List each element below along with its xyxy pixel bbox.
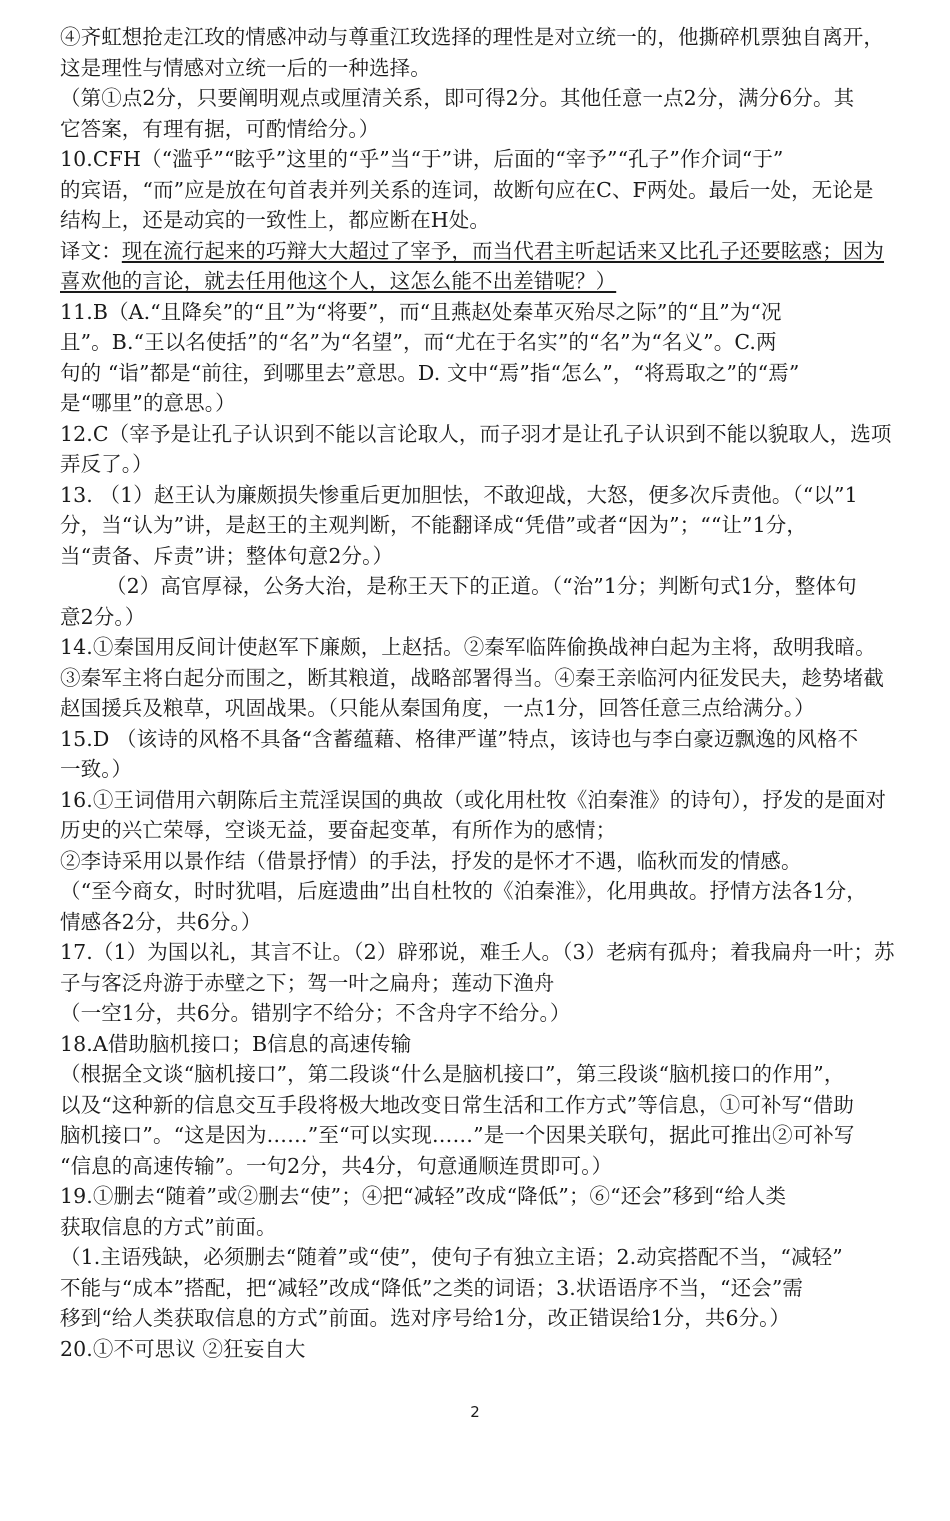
- page-number: 2: [470, 1403, 480, 1421]
- text-line: 15.D （该诗的风格不具备“含蓄蕴藉、格律严谨”特点，该诗也与李白豪迈飘逸的风格不: [60, 726, 859, 751]
- translation-text: 现在流行起来的巧辩大大超过了宰予，而当代君主听起话来又比孔子还要眩惑；因为: [121, 238, 885, 263]
- text-line: 不能与“成本”搭配，把“减轻”改成“降低”之类的词语；3.状语语序不当，“还会”需: [60, 1275, 803, 1300]
- text-line: （一空1分，共6分。错别字不给分；不含舟字不给分。）: [60, 1001, 571, 1025]
- text-line: 16.①王词借用六朝陈后主荒淫误国的典故（或化用杜牧《泊秦淮》的诗句），抒发的是面对: [60, 787, 887, 812]
- text-line: 当“责备、斥责”讲；整体句意2分。）: [60, 543, 394, 568]
- text-line: 分，当“认为”讲，是赵王的主观判断，不能翻译成“凭借”或者“因为”；““让”1分，: [60, 513, 807, 537]
- text-line: 历史的兴亡荣辱，空谈无益，要奋起变革，有所作为的感情；: [60, 818, 617, 842]
- text-line: 情感各2分，共6分。）: [60, 909, 262, 934]
- text-line: 结构上，还是动宾的一致性上，都应断在H处。: [60, 208, 490, 232]
- text-line: （“至今商女，时时犹唱，后庭遗曲”出自杜牧的《泊秦淮》，化用典故。抒情方法各1分，: [60, 879, 867, 903]
- text-line: 赵国援兵及粮草，巩固战果。（只能从秦国角度，一点1分，回答任意三点给满分。）: [60, 696, 815, 720]
- translation-line: [60, 236, 890, 267]
- text-line: 移到“给人类获取信息的方式”前面。选对序号给1分，改正错误给1分，共6分。）: [60, 1306, 791, 1330]
- text-line: 弄反了。）: [60, 452, 153, 476]
- answer-document: [60, 22, 895, 1364]
- text-line: 13. （1）赵王认为廉颇损失惨重后更加胆怯，不敢迎战，大怒，便多次斥责他。（“以”1: [60, 482, 858, 507]
- text-line: 11.B（A.“且降矣”的“且”为“将要”，而“且燕赵处秦革灭殆尽之际”的“且”为“况: [60, 299, 782, 324]
- text-line: 以及“这种新的信息交互手段将极大地改变日常生活和工作方式”等信息，①可补写“借助: [60, 1092, 854, 1117]
- text-line: 17.（1）为国以礼，其言不让。（2）辟邪说，难壬人。（3）老病有孤舟；着我扁舟一叶；苏: [60, 940, 895, 964]
- text-line: 19.①删去“随着”或②删去“使”；④把“减轻”改成“降低”；⑥“还会”移到“给人类: [60, 1184, 787, 1208]
- text-line: 句的 “诣”都是“前往，到哪里去”意思。D. 文中“焉”指“怎么”，“将焉取之”的“焉”: [60, 360, 800, 385]
- text-line: “信息的高速传输”。一句2分，共4分，句意通顺连贯即可。）: [60, 1153, 613, 1178]
- text-line: 10.CFH（“滥乎”“眩乎”这里的“乎”当“于”讲，后面的“宰予”“孔子”作介词“于”: [60, 147, 784, 171]
- translation-line: 喜欢他的言论，就去任用他这个人，这怎么能不出差错呢？）: [60, 269, 617, 293]
- text-line: （2）高官厚禄，公务大治，是称王天下的正道。（“治”1分；判断句式1分，整体句: [106, 574, 857, 598]
- text-line: 且”。B.“王以名使括”的“名”为“名望”，而“尤在于名实”的“名”为“名义”。C.两: [60, 330, 777, 354]
- text-line: 20.①不可思议 ②狂妄自大: [60, 1336, 306, 1361]
- text-line: （1.主语残缺，必须删去“随着”或“使”，使句子有独立主语；2.动宾搭配不当，“减轻”: [60, 1245, 843, 1269]
- text-line: ④齐虹想抢走江玫的情感冲动与尊重江玫选择的理性是对立统一的，他撕碎机票独自离开，: [60, 25, 884, 49]
- text-line: 脑机接口”。“这是因为……”至“可以实现……”是一个因果关联句，据此可推出②可补写: [60, 1123, 855, 1147]
- text-line: 18.A借助脑机接口；B信息的高速传输: [60, 1031, 412, 1056]
- text-line: 这是理性与情感对立统一后的一种选择。: [60, 55, 431, 80]
- text-line: 子与客泛舟游于赤壁之下；驾一叶之扁舟；莲动下渔舟: [60, 970, 555, 995]
- text-line: 一致。）: [60, 757, 133, 781]
- text-line: （根据全文谈“脑机接口”，第二段谈“什么是脑机接口”，第三段谈“脑机接口的作用”，: [60, 1062, 845, 1086]
- text-line: 意2分。）: [60, 604, 146, 629]
- text-line: （第①点2分，只要阐明观点或厘清关系，即可得2分。其他任意一点2分，满分6分。其: [60, 86, 855, 110]
- text-line: 12.C（宰予是让孔子认识到不能以言论取人，而子羽才是让孔子认识到不能以貌取人，选项: [60, 421, 892, 446]
- text-line: 它答案，有理有据，可酌情给分。）: [60, 116, 380, 141]
- text-line: 是“哪里”的意思。）: [60, 391, 236, 415]
- text-line: ②李诗采用以景作结（借景抒情）的手法，抒发的是怀才不遇，临秋而发的情感。: [60, 848, 802, 873]
- text-line: 的宾语，“而”应是放在句首表并列关系的连词，故断句应在C、F两处。最后一处，无论是: [60, 177, 874, 202]
- text-line: 14.①秦国用反间计使赵军下廉颇，上赵括。②秦军临阵偷换战神白起为主将，敌明我暗。: [60, 635, 876, 659]
- text-line: 获取信息的方式”前面。: [60, 1214, 277, 1239]
- translation-label: 译文：: [60, 238, 122, 263]
- text-line: ③秦军主将白起分而围之，断其粮道，战略部署得当。④秦王亲临河内征发民夫，趁势堵截: [60, 665, 884, 690]
